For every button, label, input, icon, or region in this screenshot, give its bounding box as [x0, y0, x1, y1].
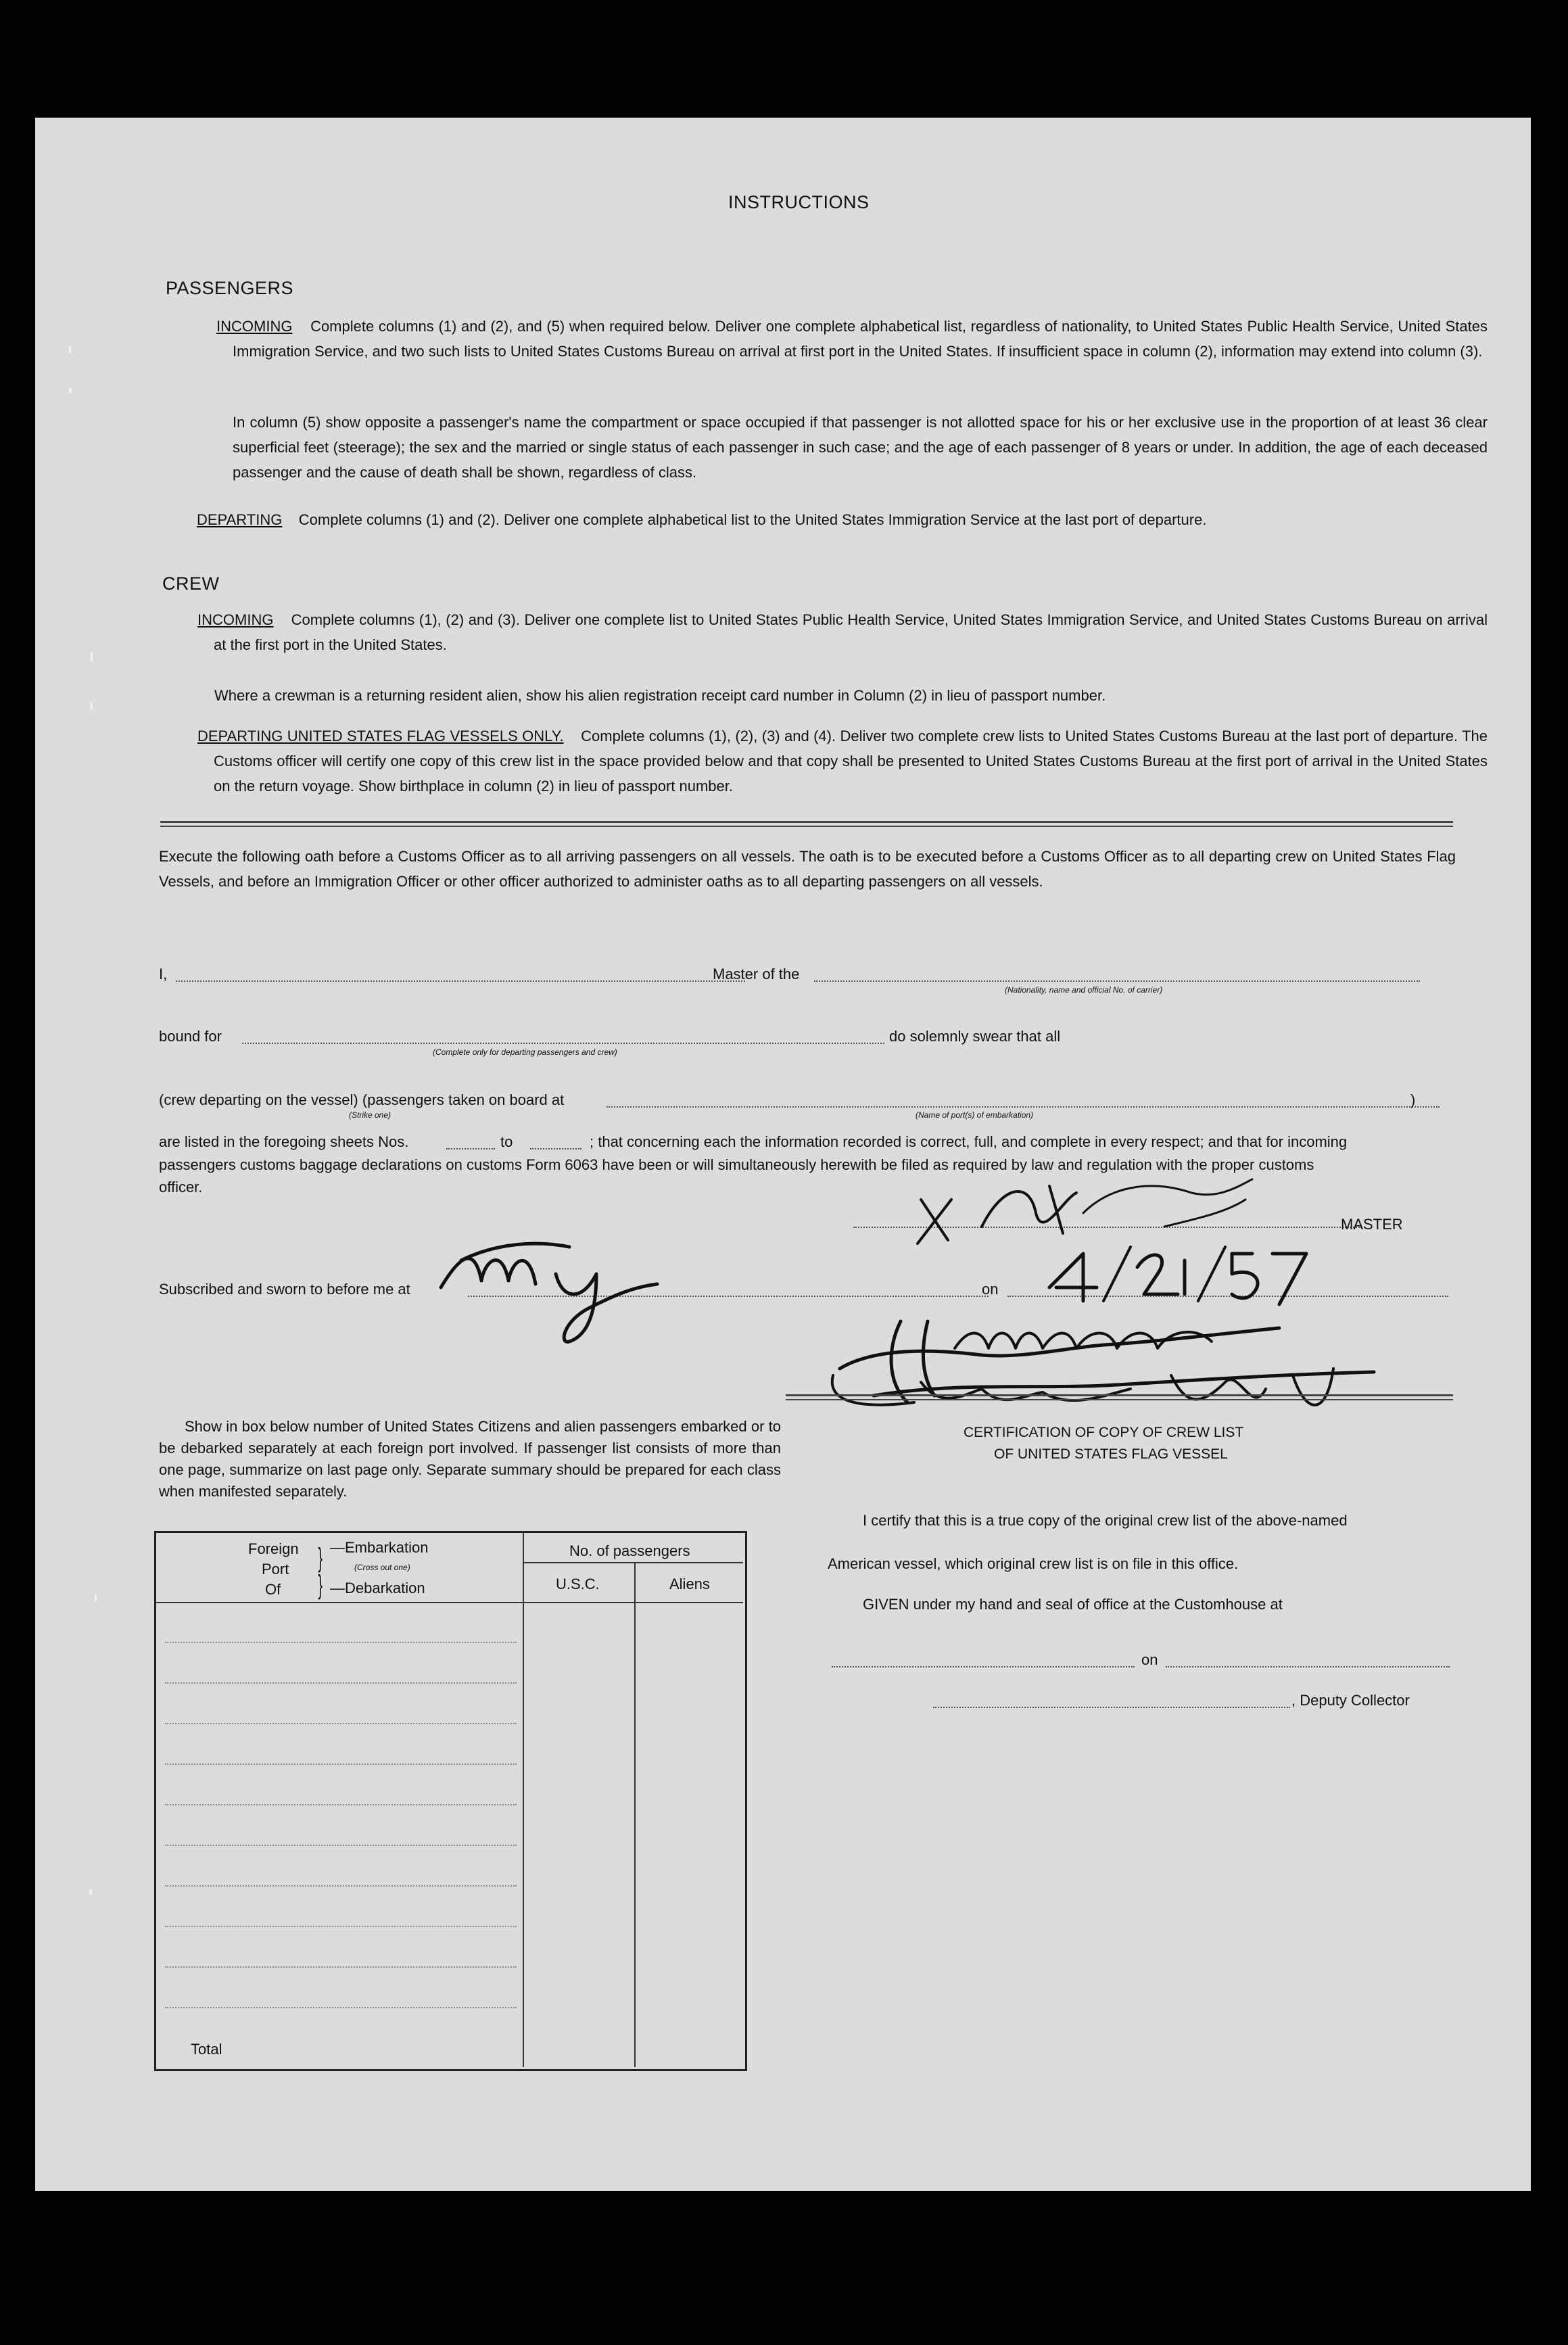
aliens-header: Aliens [669, 1576, 710, 1592]
embark-caption: (Name of port(s) of embarkation) [916, 1110, 1034, 1120]
usc-column-divider [523, 1533, 524, 2067]
crew-incoming-paragraph [197, 607, 1488, 657]
col-of: Of [265, 1581, 281, 1598]
listed-line2: passengers customs baggage declarations on customs Form 6063 have been or will simultaneously herewith be filed as required by law and regulation with the proper customs [159, 1156, 1314, 1173]
cert-line2: American vessel, which original crew list is on file in this office. [828, 1555, 1239, 1572]
margin-mark [69, 346, 71, 353]
deputy-signature-line[interactable] [933, 1707, 1290, 1708]
master-name-line[interactable] [176, 980, 745, 982]
close-paren: ) [1410, 1091, 1416, 1108]
oath-intro: Execute the following oath before a Customs Officer as to all arriving passengers on all vessels. The oath is to be executed before a Customs Officer as to all departing crew on United States Flag Vessels, and before an Immigration Officer or other officer authorized to administer oaths as to all departing passengers on all vessels. [159, 848, 1456, 890]
crew-incoming-label: INCOMING [197, 611, 274, 628]
subscribed-label: Subscribed and sworn to before me at [159, 1281, 410, 1298]
col-port: Port [262, 1561, 289, 1578]
oath-i-label: I, [159, 966, 168, 982]
crew-departing-paragraph [197, 724, 1488, 799]
sheet-from-line[interactable] [446, 1148, 495, 1150]
embark-port-line[interactable] [607, 1106, 1440, 1108]
deputy-label: , Deputy Collector [1291, 1692, 1410, 1709]
margin-mark [95, 1594, 97, 1601]
no-passengers-header: No. of passengers [569, 1542, 690, 1559]
crew-incoming-text: Complete columns (1), (2) and (3). Deliver one complete list to United States Public Health Service, United States Immigration Service, and United States Customs Bureau on arrival at the first port in the United States. [214, 611, 1488, 653]
summary-row-line[interactable] [165, 1885, 517, 1887]
official-signature [819, 1308, 1401, 1429]
passengers-incoming-paragraph [216, 314, 1488, 364]
brace-icon: } [318, 1543, 323, 1573]
cert-line1: I certify that this is a true copy of the original crew list of the above-named [863, 1512, 1348, 1529]
passengers-heading: PASSENGERS [166, 278, 294, 298]
debarkation-label[interactable]: —Debarkation [330, 1580, 425, 1596]
carrier-line[interactable] [814, 980, 1420, 982]
margin-mark [69, 388, 72, 394]
passengers-departing-line [197, 508, 1206, 531]
lower-rule-top [786, 1394, 1453, 1396]
passengers-incoming-label: INCOMING [216, 318, 293, 335]
cert-title-line2: OF UNITED STATES FLAG VESSEL [994, 1446, 1228, 1462]
bound-for-label: bound for [159, 1028, 222, 1045]
summary-row-line[interactable] [165, 1642, 517, 1643]
margin-mark [91, 652, 93, 661]
crew-departing-label: DEPARTING UNITED STATES FLAG VESSELS ONLY. [197, 728, 564, 744]
lower-rule-bottom [786, 1399, 1453, 1400]
sheets-label: are listed in the foregoing sheets Nos. [159, 1133, 409, 1150]
summary-table [154, 1531, 747, 2071]
cert-on-label: on [1141, 1651, 1158, 1668]
summary-row-line[interactable] [165, 1926, 517, 1927]
summary-row-line[interactable] [165, 1966, 517, 1968]
summary-instructions: Show in box below number of United States Citizens and alien passengers embarked or to be debarked separately at each foreign port involved. If passenger list consists of more than one page, summarize on last page only. Separate summary should be prepared for each class when manifested separately. [159, 1418, 781, 1500]
brace-lower-icon: } [318, 1570, 323, 1600]
summary-row-line[interactable] [165, 1804, 517, 1805]
form-page [35, 118, 1531, 2191]
crew-resident-text: Where a crewman is a returning resident alien, show his alien registration receipt card number in Column (2) in lieu of passport number. [214, 687, 1106, 704]
summary-row-line[interactable] [165, 1682, 517, 1684]
summary-row-line[interactable] [165, 1723, 517, 1724]
usc-header: U.S.C. [556, 1576, 600, 1592]
passengers-departing-label: DEPARTING [197, 511, 283, 528]
margin-mark [89, 1889, 92, 1895]
listed-line1: ; that concerning each the information recorded is correct, full, and complete in every respect; and that for incoming [590, 1133, 1348, 1150]
cross-out-caption: (Cross out one) [354, 1563, 410, 1572]
instructions-title: INSTRUCTIONS [728, 192, 870, 212]
sheets-to-label: to [500, 1133, 513, 1150]
crew-heading: CREW [162, 573, 220, 594]
total-label: Total [191, 2041, 222, 2058]
passengers-incoming-text: Complete columns (1) and (2), and (5) when required below. Deliver one complete alphabetical list, regardless of nationality, to United States Public Health Service, United States Immigration Service, and two such lists to United States Customs Bureau on arrival at first port in the United States. If insufficient space in column (2), information may extend into column (3). [233, 318, 1488, 360]
master-label: MASTER [1341, 1216, 1403, 1233]
margin-mark [91, 703, 93, 709]
aliens-column-divider [634, 1562, 636, 2067]
passengers-departing-text: Complete columns (1) and (2). Deliver one complete alphabetical list to the United States Immigration Service at the last port of departure. [298, 511, 1207, 528]
col-foreign: Foreign [248, 1540, 299, 1557]
summary-row-line[interactable] [165, 2007, 517, 2008]
strike-caption: (Strike one) [349, 1110, 391, 1120]
table-header-line [156, 1602, 743, 1603]
handwritten-date [1043, 1240, 1354, 1308]
swear-label: do solemnly swear that all [889, 1028, 1061, 1045]
listed-line3: officer. [159, 1179, 203, 1195]
divider-rule-bottom [160, 826, 1453, 827]
summary-row-line[interactable] [165, 1845, 517, 1846]
cert-date-line[interactable] [1166, 1666, 1450, 1667]
cert-line3: GIVEN under my hand and seal of office at the Customhouse at [863, 1596, 1283, 1613]
sworn-on-label: on [982, 1281, 999, 1298]
master-of-label: Master of the [713, 966, 800, 982]
cert-title-line1: CERTIFICATION OF COPY OF CREW LIST [964, 1425, 1244, 1440]
bound-for-caption: (Complete only for departing passengers and crew) [433, 1047, 617, 1057]
sheet-to-line[interactable] [530, 1148, 581, 1150]
summary-row-line[interactable] [165, 1763, 517, 1765]
divider-rule-top [160, 821, 1453, 823]
cert-place-line[interactable] [832, 1666, 1135, 1667]
bound-for-line[interactable] [242, 1043, 884, 1044]
crew-departing-text: Complete columns (1), (2), (3) and (4). Deliver two complete crew lists to United States Customs Bureau at the last port of departure. The Customs officer will certify one copy of this crew list in the space provided below and that copy shall be presented to United States Customs Bureau at the first port of arrival in the United States on the return voyage. Show birthplace in column (2) in lieu of passport number. [214, 728, 1488, 795]
carrier-caption: (Nationality, name and official No. of carrier) [1005, 985, 1163, 995]
embarkation-label[interactable]: —Embarkation [330, 1539, 429, 1556]
handwritten-place-ny [434, 1233, 664, 1348]
passengers-column5-paragraph: In column (5) show opposite a passenger's name the compartment or space occupied if that passenger is not allotted space for his or her exclusive use in the proportion of at least 36 clear superficial feet (steerage); the sex and the married or single status of each passenger in such case; and the age of each passenger of 8 years or under. In addition, the age of each deceased passenger and the cause of death shall be shown, regardless of class. [233, 414, 1488, 481]
crew-departing-label: (crew departing on the vessel) (passengers taken on board at [159, 1091, 565, 1108]
